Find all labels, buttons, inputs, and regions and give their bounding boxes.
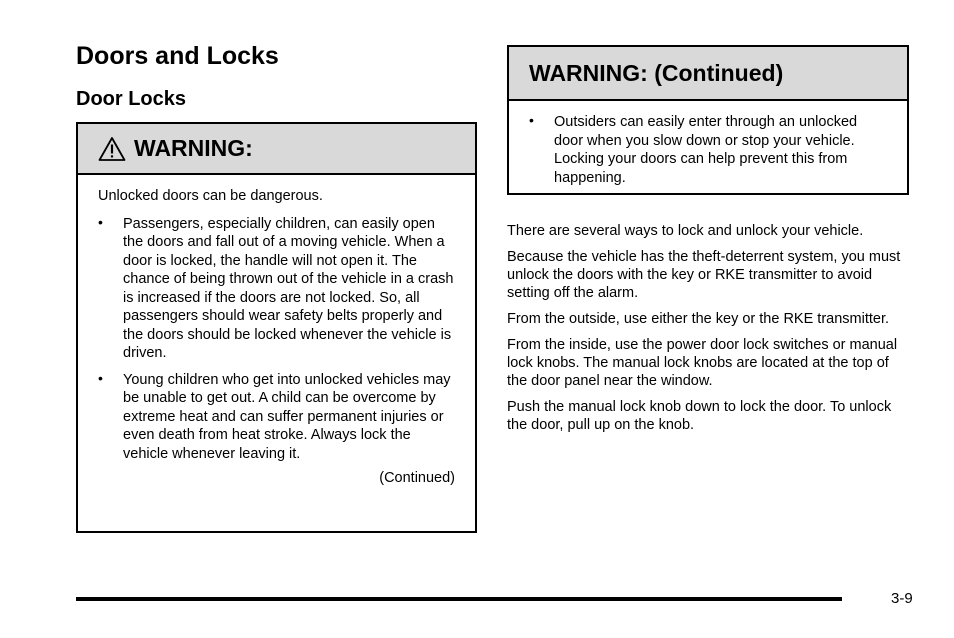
warning-continued-header: WARNING: (Continued): [509, 47, 907, 101]
paragraph: Push the manual lock knob down to lock the door. To unlock the door, pull up on the knob.: [507, 399, 892, 433]
section-title: Doors and Locks: [76, 42, 279, 70]
warning-triangle-icon: [98, 136, 126, 162]
list-item: [98, 371, 455, 464]
warning-intro: Unlocked doors can be dangerous.: [98, 188, 323, 204]
warning-continued-box: [507, 45, 909, 195]
warning-bullet-list: [98, 215, 455, 464]
right-column: [507, 45, 909, 442]
page-number: 3-9: [891, 590, 913, 607]
warning-continued-body: [509, 101, 907, 193]
bullet-icon: •: [529, 112, 534, 128]
bullet-text: Young children who get into unlocked vehicles may be unable to get out. A child can be overcome by extreme heat and can suffer permanent injuries or even death from heat stroke. Always lock the vehicle whenever leaving it.: [123, 371, 451, 462]
paragraph: There are several ways to lock and unlock your vehicle.: [507, 223, 864, 239]
warning-body: [78, 175, 475, 488]
paragraph: From the outside, use either the key or the RKE transmitter.: [507, 311, 890, 327]
paragraph: From the inside, use the power door lock switches or manual lock knobs. The manual lock knobs are located at the top of the door panel near the window.: [507, 337, 898, 389]
bullet-icon: •: [98, 369, 103, 386]
paragraph: Because the vehicle has the theft-deterrent system, you must unlock the doors with the key or RKE transmitter to avoid setting off the alarm.: [507, 249, 901, 301]
list-item: [529, 113, 887, 187]
body-text: [507, 222, 909, 434]
footer-rule: [76, 597, 842, 601]
bullet-text: Passengers, especially children, can easily open the doors and fall out of a moving vehicle. When a door is locked, the handle will not open it. The chance of being thrown out of the vehicle in a crash is increased if the doors are not locked. So, all passengers should wear safety belts properly and the doors should be locked whenever the vehicle is driven.: [123, 215, 454, 361]
warning-continued-bullet-list: [529, 113, 887, 187]
list-item: [98, 215, 455, 363]
warning-box: [76, 122, 477, 533]
warning-header: [78, 124, 475, 175]
left-column: [76, 40, 477, 533]
subsection-title: Door Locks: [76, 88, 187, 110]
bullet-text: Outsiders can easily enter through an unlocked door when you slow down or stop your vehicle. Locking your doors can help prevent this from happening.: [554, 114, 858, 186]
continued-label: (Continued): [379, 470, 455, 486]
bullet-icon: •: [98, 213, 103, 230]
warning-header-label: WARNING:: [134, 135, 253, 161]
